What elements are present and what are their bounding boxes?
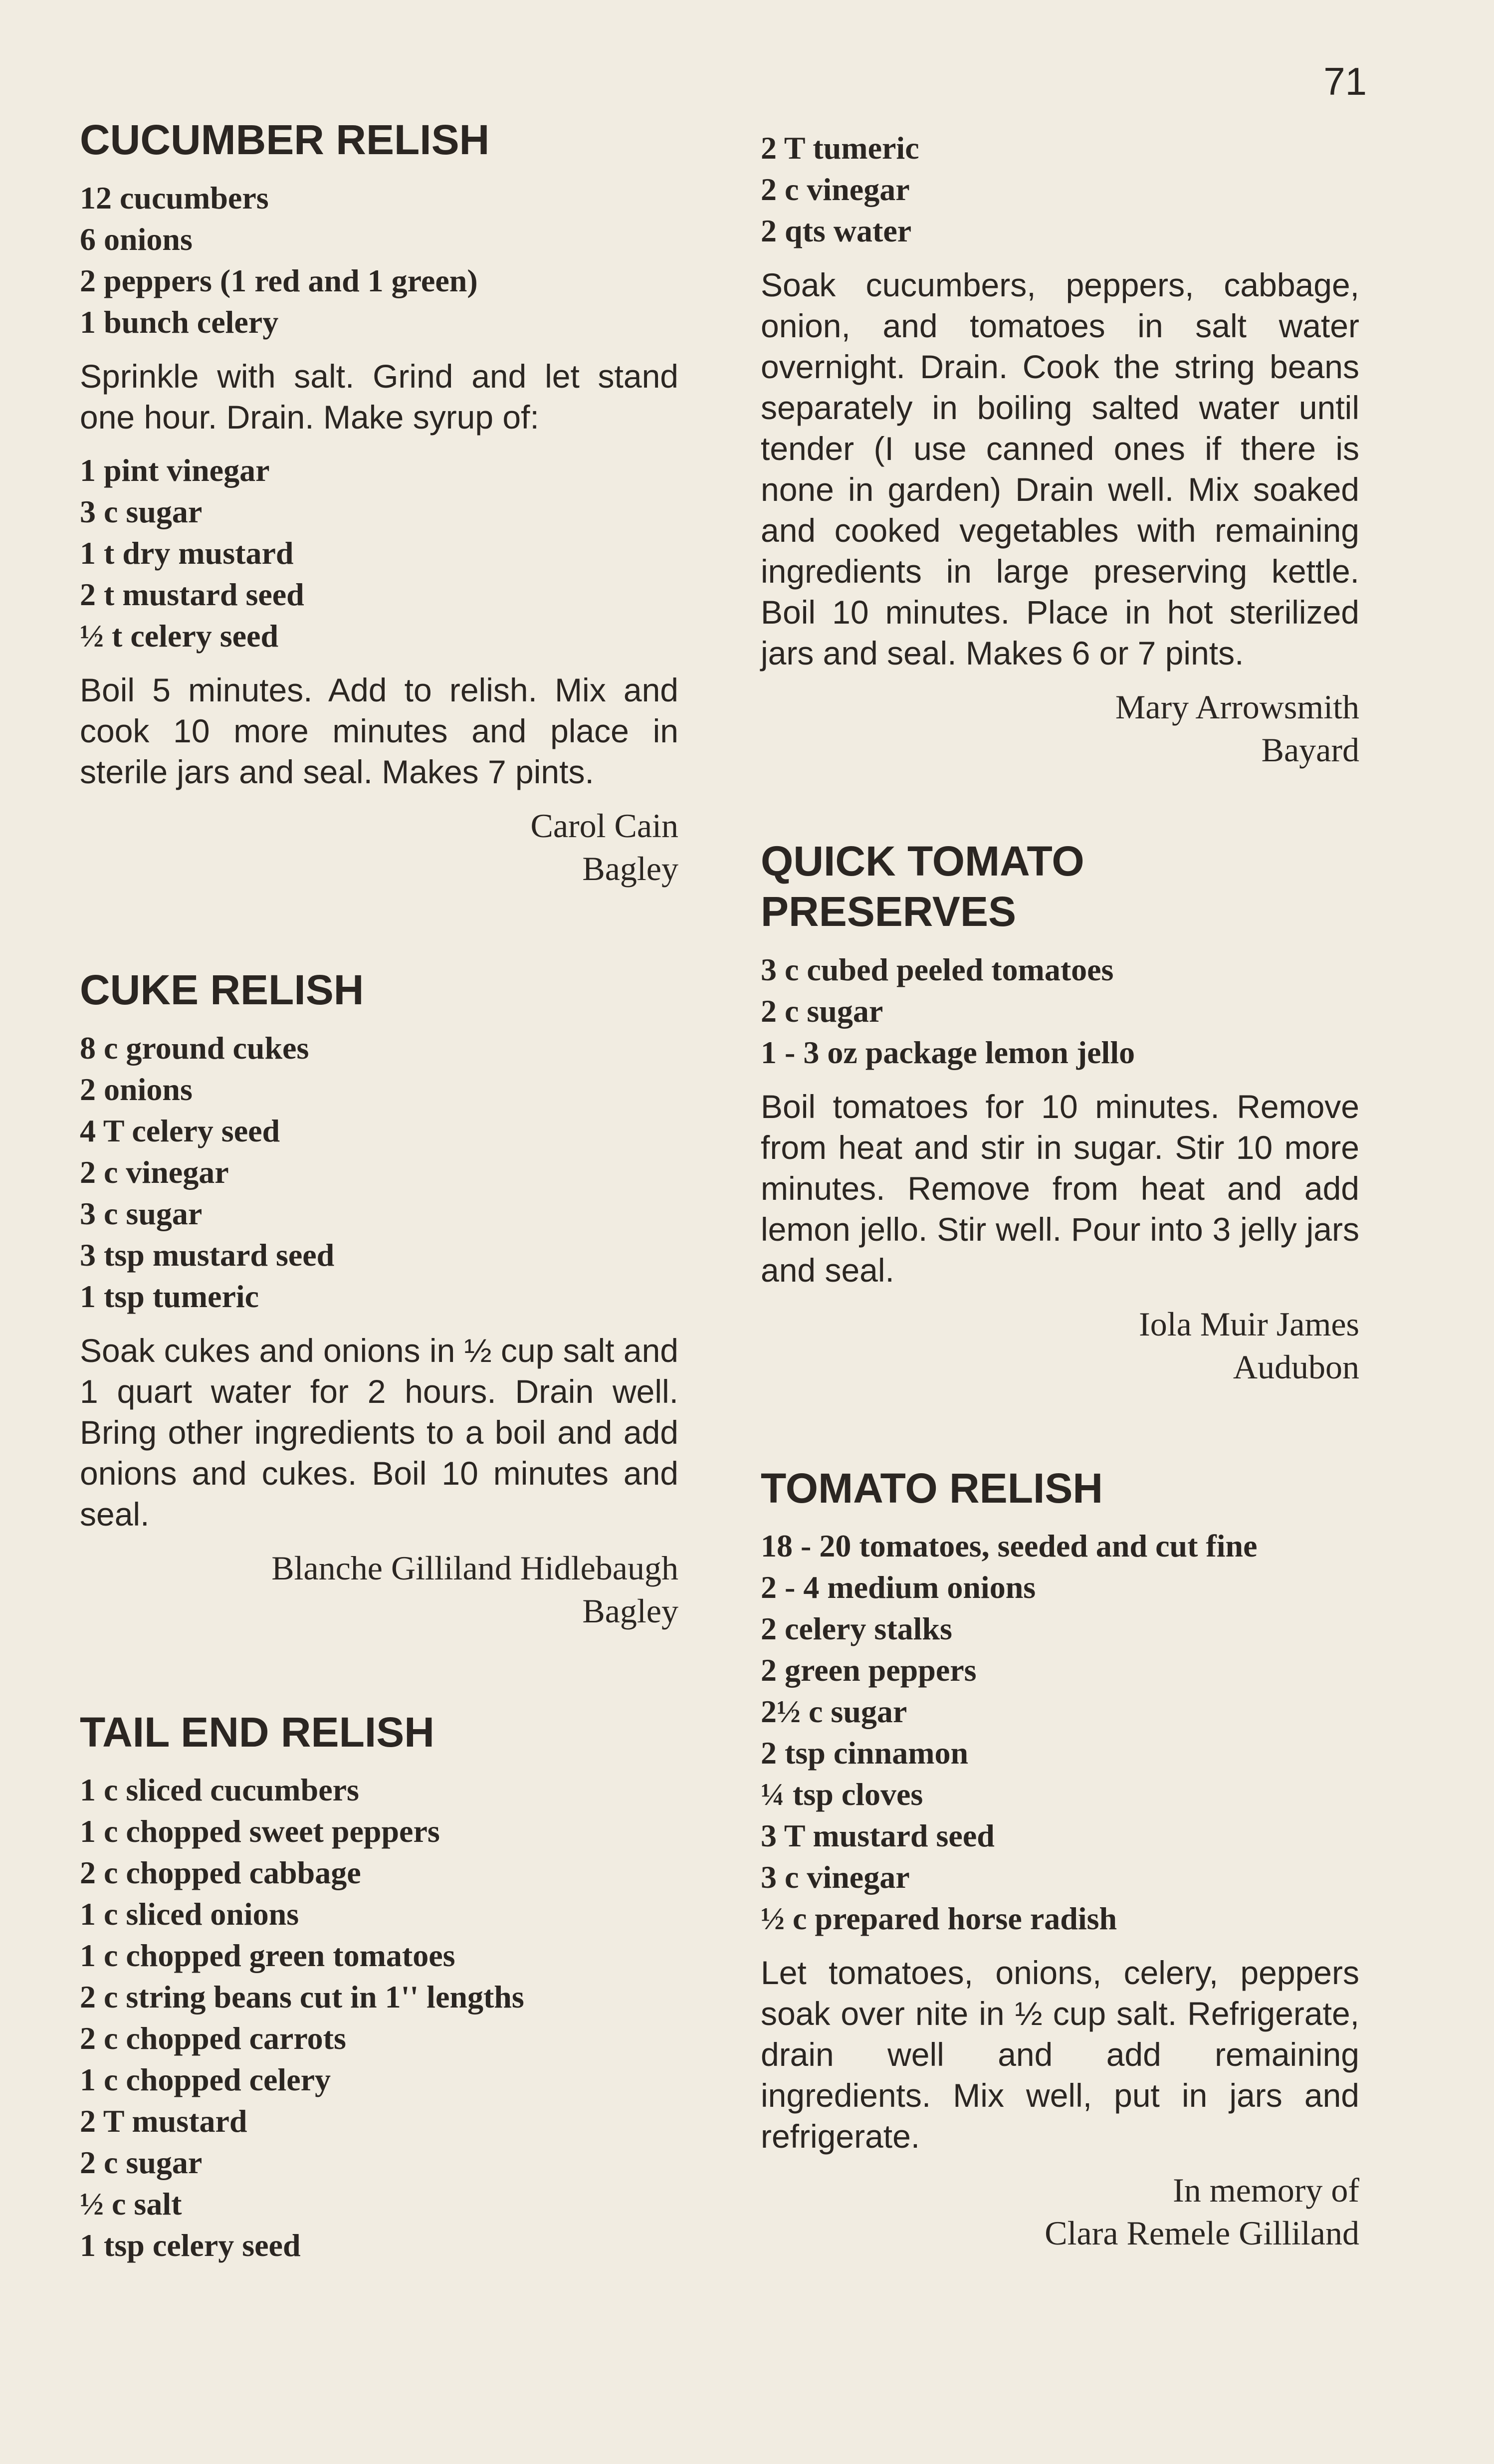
ingredient: 6 onions: [80, 221, 193, 257]
author-name: Blanche Gilliland Hidlebaugh: [271, 1549, 678, 1587]
author-name: Carol Cain: [530, 806, 678, 845]
recipe-tomato-relish: [761, 1463, 1359, 2255]
left-column: [80, 115, 678, 2341]
ingredient: ¼ tsp cloves: [761, 1777, 923, 1812]
attribution: [80, 1547, 678, 1632]
ingredient: 2 onions: [80, 1071, 193, 1107]
ingredient: 2 qts water: [761, 213, 912, 248]
ingredient: 1 c sliced cucumbers: [80, 1772, 359, 1808]
ingredient: 2 tsp cinnamon: [761, 1735, 969, 1771]
ingredient: 2 T mustard: [80, 2103, 247, 2139]
instructions: Boil tomatoes for 10 minutes. Remove from heat and stir in sugar. Stir 10 more minutes. Remove from heat and add lemon jello. Stir well. Pour into 3 jelly jars and seal.: [761, 1088, 1359, 1289]
recipe-title: CUKE RELISH: [80, 966, 364, 1013]
ingredient-list: [761, 127, 1359, 251]
ingredient: 1 bunch celery: [80, 304, 279, 340]
ingredient: 1 tsp celery seed: [80, 2228, 301, 2263]
syrup-ingredient-list: [80, 449, 678, 657]
ingredient: 2 - 4 medium onions: [761, 1569, 1036, 1605]
ingredient: 2 c chopped cabbage: [80, 1855, 361, 1891]
recipe-cucumber-relish: [80, 115, 678, 890]
ingredient: 12 cucumbers: [80, 180, 269, 216]
recipe-tail-end-relish-continued: [761, 127, 1359, 771]
attribution: [761, 685, 1359, 771]
ingredient: 1 c chopped green tomatoes: [80, 1938, 455, 1974]
author-name: Iola Muir James: [1139, 1305, 1359, 1343]
ingredient: 2½ c sugar: [761, 1694, 907, 1730]
page-number: 71: [1323, 59, 1367, 103]
ingredient: 4 T celery seed: [80, 1113, 280, 1148]
recipe-quick-tomato-preserves: [761, 836, 1359, 1388]
ingredient: 2 c vinegar: [761, 172, 910, 207]
ingredient: 2 c string beans cut in 1'' lengths: [80, 1979, 524, 2015]
ingredient: 2 green peppers: [761, 1652, 977, 1688]
attribution: [761, 2169, 1359, 2254]
ingredient-list: [80, 177, 678, 343]
recipe-title: TOMATO RELISH: [761, 1464, 1103, 1512]
author-name: Mary Arrowsmith: [1115, 688, 1359, 726]
ingredient: ½ c prepared horse radish: [761, 1901, 1117, 1937]
attribution: [761, 1303, 1359, 1388]
ingredient: 2 T tumeric: [761, 130, 919, 166]
ingredient: 18 - 20 tomatoes, seeded and cut fine: [761, 1528, 1258, 1564]
attribution: [80, 804, 678, 890]
ingredient: 1 c chopped sweet peppers: [80, 1813, 440, 1849]
ingredient: 8 c ground cukes: [80, 1030, 309, 1066]
ingredient: ½ c salt: [80, 2186, 182, 2222]
ingredient-list: [761, 1525, 1359, 1939]
instructions: Soak cucumbers, peppers, cabbage, onion, and tomatoes in salt water overnight. Drain. Cook the string beans separately in boiling salted water until tender (I use canned ones if there is none in garden) Drain well. Mix soaked and cooked vegetables with remaining ingredients in large preserving kettle. Boil 10 minutes. Place in hot sterilized jars and seal. Makes 6 or 7 pints.: [761, 266, 1359, 672]
ingredient: 2 celery stalks: [761, 1611, 952, 1647]
right-column: [761, 127, 1359, 2329]
author-name: Clara Remele Gilliland: [1045, 2214, 1359, 2252]
ingredient: 1 c sliced onions: [80, 1896, 299, 1932]
ingredient: 2 t mustard seed: [80, 576, 304, 612]
author-town: Bayard: [1261, 731, 1359, 769]
ingredient: 2 c sugar: [80, 2145, 203, 2181]
ingredient: 1 - 3 oz package lemon jello: [761, 1034, 1135, 1070]
author-town: Bagley: [582, 1591, 678, 1630]
ingredient-list: [761, 949, 1359, 1073]
ingredient: 3 c cubed peeled tomatoes: [761, 951, 1114, 987]
recipe-title: CUCUMBER RELISH: [80, 116, 490, 163]
author-town: Bagley: [582, 849, 678, 888]
recipe-cuke-relish: [80, 965, 678, 1632]
author-town: Audubon: [1233, 1347, 1359, 1386]
recipe-title: TAIL END RELISH: [80, 1708, 434, 1756]
ingredient: 3 c sugar: [80, 493, 203, 529]
ingredient: 1 t dry mustard: [80, 535, 294, 571]
ingredient: 2 peppers (1 red and 1 green): [80, 262, 478, 298]
ingredient: ½ t celery seed: [80, 618, 279, 654]
ingredient: 3 c vinegar: [761, 1859, 910, 1895]
instructions: Boil 5 minutes. Add to relish. Mix and cook 10 more minutes and place in sterile jars and seal. Makes 7 pints.: [80, 671, 678, 790]
instructions: Soak cukes and onions in ½ cup salt and 1 quart water for 2 hours. Drain well. Bring other ingredients to a boil and add onions and cukes. Boil 10 minutes and seal.: [80, 1332, 678, 1533]
ingredient-list: [80, 1769, 678, 2266]
recipe-tail-end-relish: [80, 1707, 678, 2266]
instructions: Sprinkle with salt. Grind and let stand one hour. Drain. Make syrup of:: [80, 357, 678, 436]
ingredient: 1 tsp tumeric: [80, 1278, 259, 1314]
ingredient: 2 c chopped carrots: [80, 2020, 346, 2056]
ingredient: 1 c chopped celery: [80, 2062, 331, 2098]
author-dedication: In memory of: [1173, 2171, 1359, 2210]
ingredient: 3 tsp mustard seed: [80, 1237, 335, 1273]
ingredient: 3 c sugar: [80, 1195, 203, 1231]
ingredient: 2 c vinegar: [80, 1154, 229, 1190]
ingredient: 3 T mustard seed: [761, 1818, 995, 1854]
ingredient: 2 c sugar: [761, 993, 883, 1029]
ingredient-list: [80, 1027, 678, 1317]
ingredient: 1 pint vinegar: [80, 452, 270, 488]
instructions: Let tomatoes, onions, celery, peppers soak over nite in ½ cup salt. Refrigerate, drain well and add remaining ingredients. Mix well, put in jars and refrigerate.: [761, 1954, 1359, 2155]
recipe-title: QUICK TOMATO PRESERVES: [761, 838, 1084, 935]
